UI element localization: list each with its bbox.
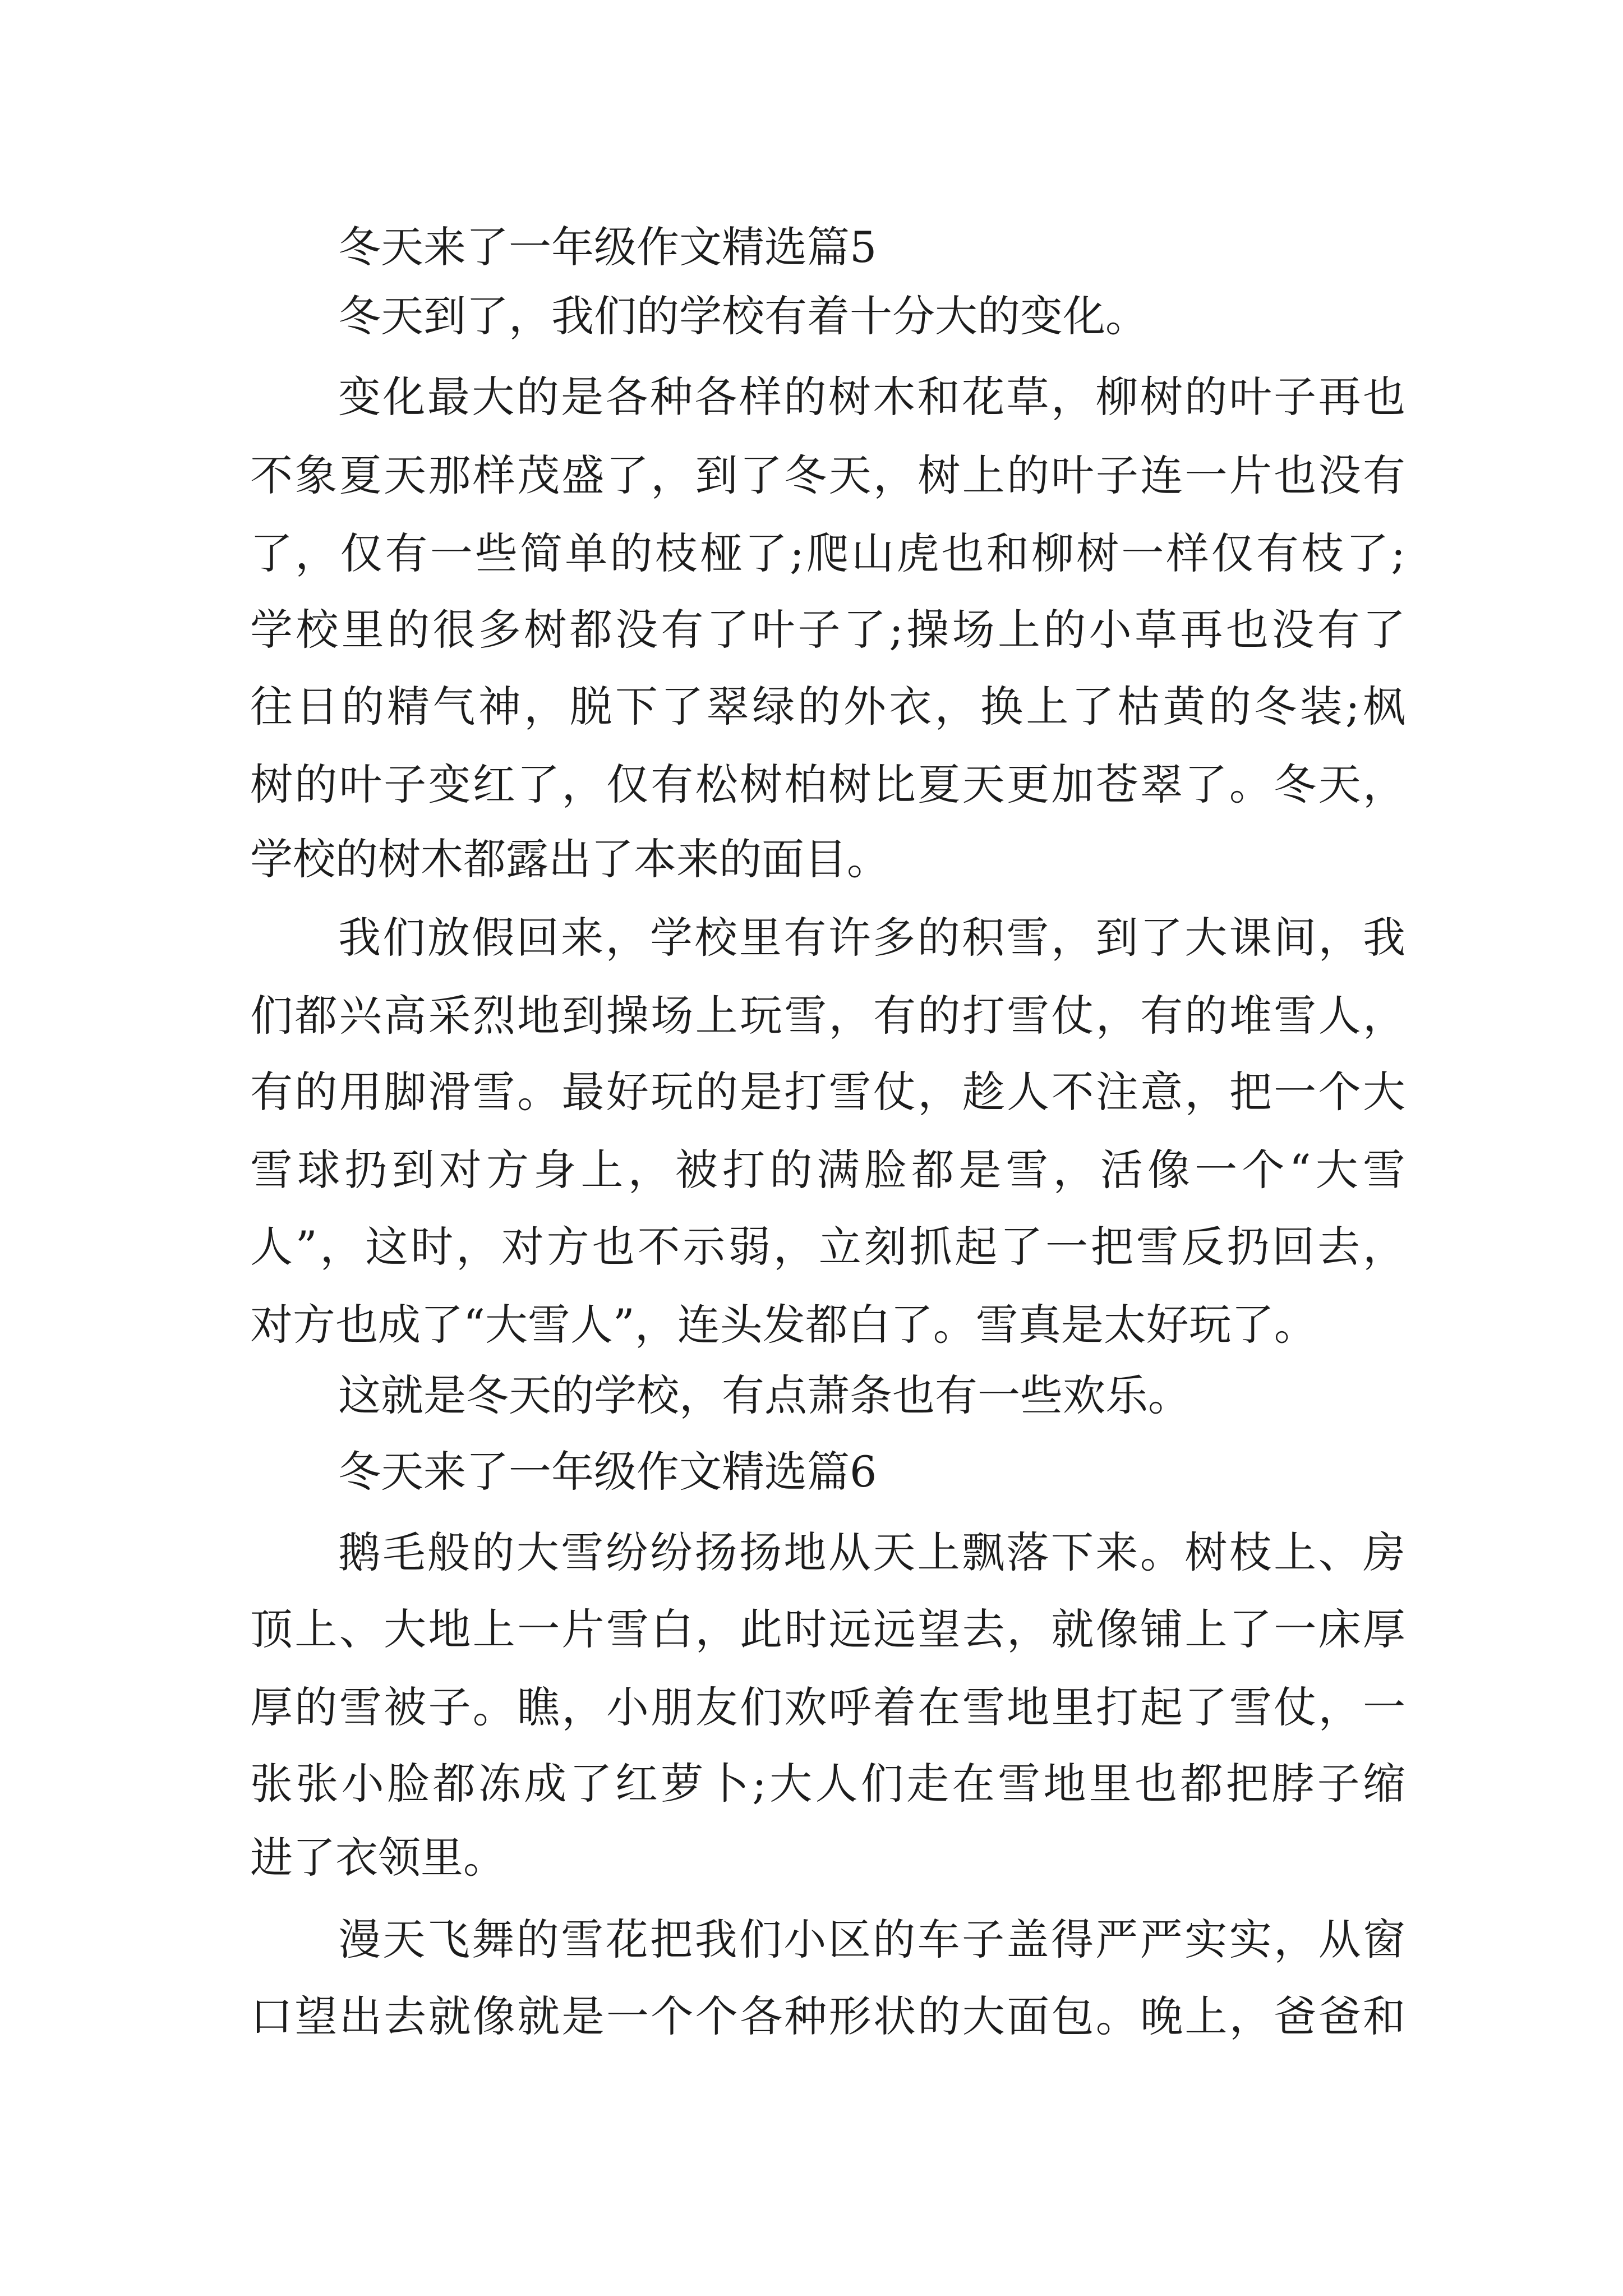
- text-line: 冬天到了，我们的学校有着十分大的变化。: [338, 291, 1148, 341]
- text-line: 顶上、大地上一片雪白，此时远远望去，就像铺上了一床厚: [250, 1604, 1405, 1654]
- text-line: 口望出去就像就是一个个各种形状的大面包。晚上，爸爸和: [250, 1991, 1405, 2041]
- text-line: 不象夏天那样茂盛了，到了冬天，树上的叶子连一片也没有: [250, 450, 1405, 500]
- text-line: 对方也成了“大雪人”，连头发都白了。雪真是太好玩了。: [250, 1300, 1317, 1350]
- text-line: 往日的精气神，脱下了翠绿的外衣，换上了枯黄的冬装;枫: [250, 682, 1405, 731]
- text-line: 了，仅有一些简单的枝桠了;爬山虎也和柳树一样仅有枝了;: [250, 528, 1405, 578]
- section-title: 冬天来了一年级作文精选篇6: [338, 1447, 877, 1497]
- text-line: 漫天飞舞的雪花把我们小区的车子盖得严严实实，从窗: [338, 1915, 1405, 1964]
- text-line: 变化最大的是各种各样的树木和花草，柳树的叶子再也: [338, 372, 1405, 422]
- text-line: 这就是冬天的学校，有点萧条也有一些欢乐。: [338, 1370, 1191, 1420]
- text-line: 进了衣领里。: [250, 1833, 506, 1883]
- text-line: 学校的树木都露出了本来的面目。: [250, 834, 889, 884]
- text-line: 鹅毛般的大雪纷纷扬扬地从天上飘落下来。树枝上、房: [338, 1527, 1405, 1577]
- text-line: 雪球扔到对方身上，被打的满脸都是雪，活像一个“大雪: [250, 1145, 1405, 1195]
- section-title: 冬天来了一年级作文精选篇5: [338, 222, 877, 272]
- text-line: 学校里的很多树都没有了叶子了;操场上的小草再也没有了: [250, 605, 1405, 655]
- text-line: 人”，这时，对方也不示弱，立刻抓起了一把雪反扔回去，: [250, 1222, 1405, 1272]
- text-line: 们都兴高采烈地到操场上玩雪，有的打雪仗，有的堆雪人，: [250, 991, 1405, 1041]
- text-line: 树的叶子变红了，仅有松树柏树比夏天更加苍翠了。冬天，: [250, 760, 1405, 809]
- text-line: 我们放假回来，学校里有许多的积雪，到了大课间，我: [338, 913, 1405, 963]
- text-line: 厚的雪被子。瞧，小朋友们欢呼着在雪地里打起了雪仗，一: [250, 1682, 1405, 1732]
- text-line: 有的用脚滑雪。最好玩的是打雪仗，趁人不注意，把一个大: [250, 1067, 1405, 1117]
- text-line: 张张小脸都冻成了红萝卜;大人们走在雪地里也都把脖子缩: [250, 1759, 1405, 1809]
